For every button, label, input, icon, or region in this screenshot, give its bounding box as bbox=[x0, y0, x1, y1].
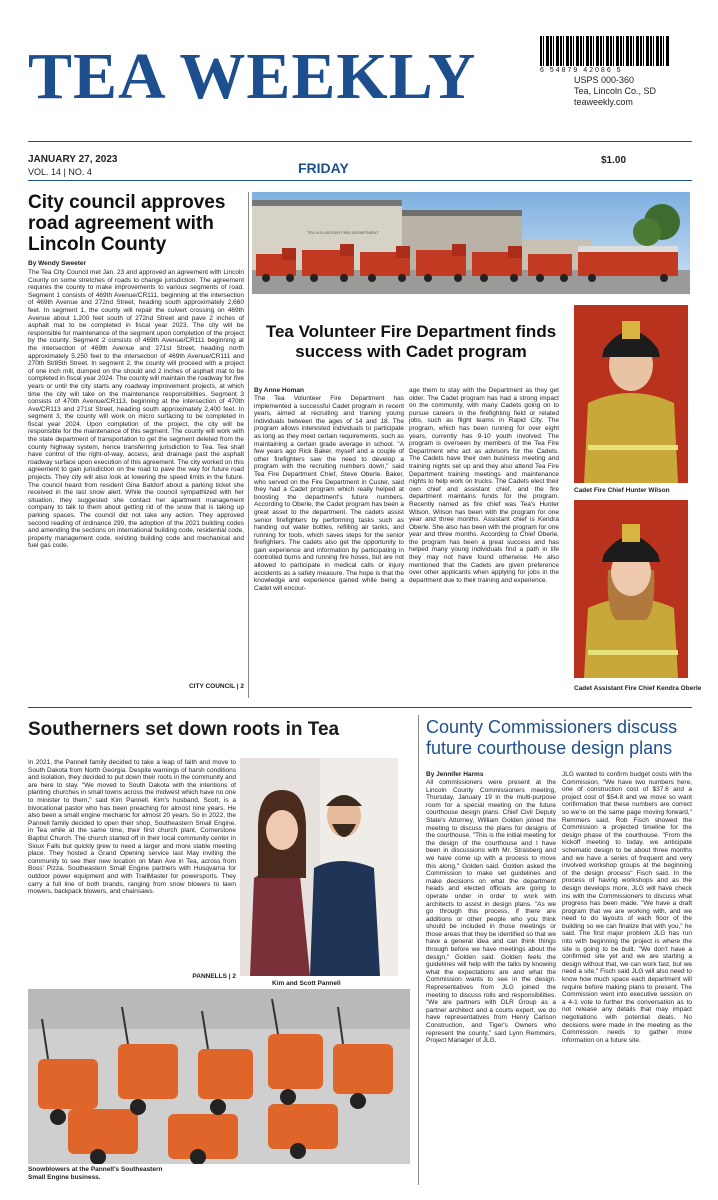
fire-dept-col1 bbox=[254, 387, 404, 699]
barcode bbox=[540, 36, 670, 66]
newspaper-title bbox=[28, 40, 477, 113]
commissioners-body-1: All commissioners were present at the Lincoln County Commissioners meeting, Thursday, January 19 in the multi-purpose room for a special meeting on the future courthouse design plans. Chief Civil Deputy State's Attorney, William Golden joined the meeting to discuss the plans for designs of the courthouse. "This is the initial meeting for the design of the courthouse and I have been in discussions with Mr. Strasberg and we have come up with a process to move this along," Golden said. Golden asked the Commission to make set guidelines and make decisions on what the department heads and elected officials are going to operate under in order to work with architects to assist in design plans. "As we go through this process, if there are additions or other people who you think should be included in those meetings or those areas that they be identified so that we have a general idea and can think things through before we have meetings about the design," Golden said. Golden feels the guidelines will help with the talks by knowing what the expectations are and what the Commission wants to see in the design. Representatives from JLG joined the meeting to discuss rolls and responsibilities. "We are partners with DLR Group as a partner architect and a courts expert, we do have representatives from Henry Carlson Construction, and Tiger's Owners who represent the county," said Lynn Remmers, Project Manager of JLG. bbox=[426, 779, 556, 1045]
price: $1.00 bbox=[601, 155, 627, 166]
snowblower-photo bbox=[28, 989, 410, 1164]
kim-scott-illustration bbox=[240, 758, 398, 976]
issue-day: FRIDAY bbox=[298, 160, 349, 176]
fire-dept-byline: By Anne Homan bbox=[254, 387, 304, 394]
commissioners-byline: By Jennifer Harms bbox=[426, 771, 484, 778]
southerners-headline[interactable]: Southerners set down roots in Tea bbox=[28, 719, 340, 740]
southerners-body: In 2021, the Pannell family decided to take a leap of faith and move to South Dakota from North Georgia. Despite warnings of harsh conditions and isolation, they decided to put down their roots in the community and are here to stay. "We moved to South Dakota with the intentions of planting churches in small towns across the midwest which have no one to minister to them," said Kim Pannell. Kim's husband, Scott, is a bivocational pastor who has been preaching for almost nine years. He also been a small engine mechanic for almost 20 years. So in 2022, the Pannell family decided to open their shop, Southeastern Small Engine, in Tea while at the same time, their first church plant, Cornerstone Baptist Church. The church started off in their local community center in Sioux Falls but quickly grew to need a larger and more stable meeting place. They hosted a Grand Opening service last May inviting the community to see their new location on Main Ave in Tea, across from Boss' Pizza. Southeastern Small Engine partners with Husqvarna for outdoor power equipment and with TrailMaster for powersports. They carry a full line of both brands, ranging from snow blowers to lawn mowers, backpack blowers, and chainsaws. bbox=[28, 759, 236, 896]
masthead bbox=[0, 0, 718, 180]
column-rule bbox=[248, 192, 249, 698]
fire-dept-body-1: The Tea Volunteer Fire Department has implemented a successful Cadet program in recent years, aimed at recruiting and training young individuals between the ages of 14 and 18. The program allows interested individuals to participate as long as they meet certain requirements, such as maintaining a certain grade average in school. "A few years ago Rick Baker, myself and a couple of other firefighters saw the need to develop a program with the recruiting numbers down," said Tea Fire Department Chief, Steve Oberle. Baker, who served on the Fire Department in Custer, said they had a Cadet program which really helped at boosting the department's future numbers. According to Oberle, the Cadet program has been a great asset to the department. The cadets assist senior firefighters by performing tasks such as handing out water bottles, refilling air tanks, and running for tools, which saves steps for the senior firefighters. The cadets also get the opportunity to gain experience and information by participating in controlled burns and running fire hoses, but are not allowed to participate in medical calls or injury accidents as a safety measure. The hope is that the knowledge and experience gained while being a Cadet will encour- bbox=[254, 395, 404, 592]
cadet-photo-kendra bbox=[574, 500, 688, 678]
publication-location: Tea, Lincoln Co., SD bbox=[574, 86, 657, 96]
kendra-oberle-illustration bbox=[574, 500, 688, 678]
caption-hunter: Cadet Fire Chief Hunter Wilson bbox=[574, 487, 670, 494]
masthead-bottom-rule bbox=[28, 180, 692, 181]
hunter-wilson-illustration bbox=[574, 305, 688, 483]
southerners-jump[interactable]: PANNELLS | 2 bbox=[192, 973, 236, 980]
commissioners-headline[interactable]: County Commissioners discuss future courthouse design plans bbox=[426, 717, 678, 758]
city-council-story bbox=[28, 192, 244, 698]
fire-dept-body-2: age them to stay with the Department as they get older. The Cadet program has had a strong impact on the community, with many Cadets going on to pursue careers in the firefighting field or related jobs, such as flight teams in Rapid City. The program, which has been running for over eight years, currently has 9-10 youth involved. The program is overseen by members of the Tea Fire Department who act as advisors for the Cadets. The Cadets have their own business meeting and training nights set up and they also attend Tea Fire Department training meetings and maintenance nights to help work on trucks. The Cadets elect their own chief and assistant chief, and the fire department maintains funds for the program. Recently named as fire chief was Tea's Hunter Wilson. Wilson has been with the program for one year and three months. Assistant chief is Kendra Oberle. She also has been with the program for one year and three months. According to Chief Oberle, the program has been a great success and has helped many young individuals find a path in life they may not have found otherwise. He also mentioned that the Cadets are given preference over other applicants when applying for jobs in the department due to their training and experience. bbox=[409, 387, 559, 584]
website[interactable]: teaweekly.com bbox=[574, 97, 633, 107]
fire-dept-col2 bbox=[409, 387, 559, 699]
title-text: TEA WEEKLY bbox=[28, 40, 477, 113]
section-rule bbox=[28, 707, 692, 708]
publication-info bbox=[574, 75, 656, 108]
city-council-byline: By Wendy Sweeter bbox=[28, 260, 87, 267]
pannell-photo-caption: Kim and Scott Pannell bbox=[272, 980, 341, 987]
usps-number: USPS 000-360 bbox=[574, 75, 635, 85]
fire-dept-headline-box bbox=[262, 322, 560, 362]
southerners-story bbox=[28, 719, 413, 741]
commissioners-col1 bbox=[426, 771, 556, 1185]
fire-station-photo bbox=[252, 192, 690, 294]
station-sign: TEA VOLUNTEER FIRE DEPARTMENT bbox=[307, 230, 379, 235]
city-council-jump[interactable]: CITY COUNCIL | 2 bbox=[188, 683, 244, 690]
cadet-photo-hunter bbox=[574, 305, 688, 483]
snowblowers-illustration bbox=[28, 989, 410, 1164]
barcode-number: 6 54879 42086 5 bbox=[540, 67, 623, 74]
column-rule-2 bbox=[418, 715, 419, 1185]
commissioners-body-2: JLG wanted to confirm budget costs with the Commission, "We have two numbers here, one of construction cost of $37.6 and a project cost of $54.8 and we move so want confirmation that these numbers are correct so we're on the same page moving forward," Remmers said. Rob Fisch showed the Commission a projected timeline for the design phase of the courthouse. "From the kickoff meeting to today, we anticipate schematic design to be about three months and we have a series of frequent and very involved workshop groups at the beginning of the design process" Fisch said. In the process of having workshops and as the design develops more, JLG will have check ins with the Commissioners to discuss what progress has been made. "We have a draft program that we are working with, and we need to do layouts of each floor of the building so we can finalize that with you," he said. The first major problem JLG has run into with beginning the project is where the site is going to be built. "We don't have a confirmed site yet and we are starting a design without that, we can work fast, but we need a site," Fisch said JLG will also need to know how much space each department will require before making plans to present. The Commission went into executive session on a 4-1 vote to further the conversation as to not release any details that may impact negotiations with potential deals. No decisions were made in the meeting as the Commission needs to gather more information on a future site. bbox=[562, 771, 692, 1044]
southerners-body-box bbox=[28, 759, 236, 983]
fire-station-illustration bbox=[252, 192, 690, 294]
fire-dept-headline[interactable]: Tea Volunteer Fire Department finds success with Cadet program bbox=[265, 322, 557, 361]
snowblower-caption: Snowblowers at the Pannell's Southeastern Small Engine business. bbox=[28, 1166, 163, 1181]
commissioners-col2 bbox=[562, 771, 692, 1185]
masthead-rule bbox=[28, 141, 692, 142]
issue-date: JANUARY 27, 2023 bbox=[28, 154, 118, 165]
caption-kendra: Cadet Assistant Fire Chief Kendra Oberle bbox=[574, 685, 702, 692]
volume-number: VOL. 14 | NO. 4 bbox=[28, 167, 92, 177]
pannell-photo bbox=[240, 758, 398, 976]
city-council-headline[interactable]: City council approves road agreement with Lincoln County bbox=[28, 192, 226, 255]
city-council-body: The Tea City Council met Jan. 23 and approved an agreement with Lincoln County on some stretches of roads to change jurisdiction. The agreement requires the county to make improvements to various segments of road. Segment 1 consists of 469th Avenue/CR111, beginning at the intersection of 469th Avenue and 272nd Street, heading south approximately 2,660 feet. In segment 1, the county will repair the culvert crossing on 469th Avenue about 1,200 feet south of 272nd Street and pave 2 inches of asphalt mat to be completed in fiscal year 2023. The city will be responsible for maintenance of the segment upon completion of the project by the county. Segment 2 consists of 469th Avenue/CR111 beginning at the intersection of 469th Avenue and 271st Street, heading north approximately 5,250 feet to the intersection of 469th Avenue/CR111 and 270th St/85th Street. In segment 2, the county will proceed with a project of one inch mill, dumped on the should and 2 inches of asphalt mat to be completed in fiscal year 2024. The county will maintain the roadway for five years or until the city starts any roadway improvement projects, at which time the city will take on the maintenance responsibilities. Segment 3 consists of 470th Avenue/CR113, beginning at the intersection of 470th Ave/CR113 and 271st Street, heading south approximately 2,400 feet. In segment 3, the county will work on micro surfacing to be completed in fiscal year 2024. Upon completion of the project, the city will be responsible for the maintenance of this segment. The county will work with the state department of transportation to get the segment deleted from the county highway system, hence transferring jurisdiction to Tea. Tea shall have control of the right-of-way, access, and drainage past the asphalt roadway surface upon execution of this agreement. The city worked on this agreement to gain jurisdiction on the road to pave the way for future road projects. They city will also look at lowering the speed limits in the future. The council heard from resident Gina Batdorf about a parking ticket she received in the last snow alert. While the council sympathized with her situation, they suggested she contact her apartment management company to talk to them about getting rid of the snow that is taking up parking spaces. The council did not take any action. They approved second reading of ordinance 299, the adoption of the 2021 building codes and amending the sections on international building code, residential code, property management code, existing building code and mechanical and fuel gas code. bbox=[28, 269, 244, 550]
commissioners-story bbox=[426, 717, 692, 759]
